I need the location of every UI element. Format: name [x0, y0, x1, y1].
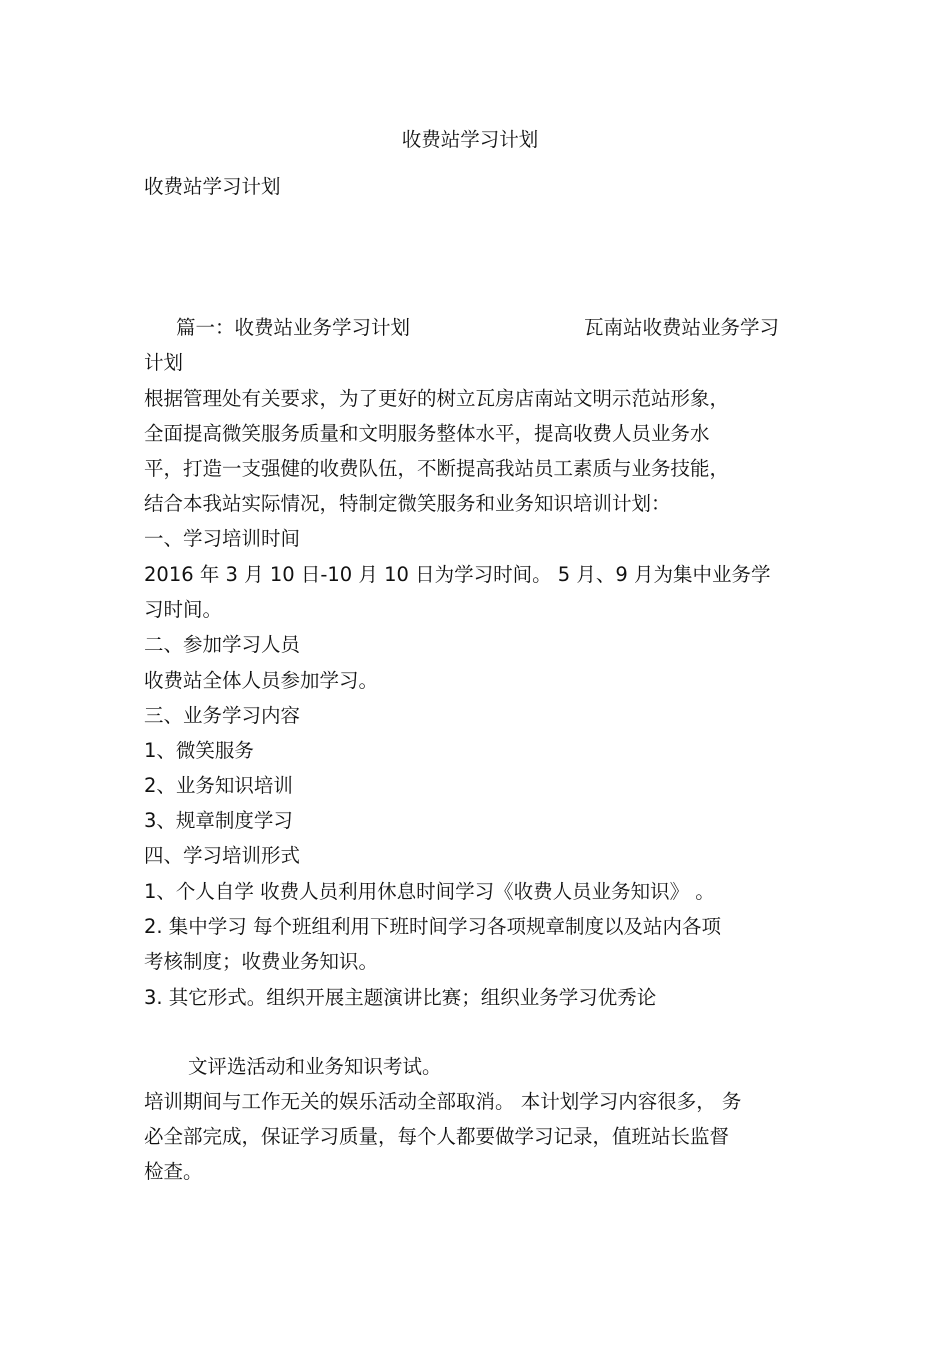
chapter-heading-right: 瓦南站收费站业务学习: [584, 316, 780, 339]
chapter-heading: 篇一：收费站业务学习计划: [176, 316, 411, 339]
closing-line: 检查。: [144, 1160, 203, 1183]
list-item-cont: 考核制度；收费业务知识。: [144, 950, 379, 973]
chapter-heading-cont: 计划: [144, 351, 184, 374]
closing-line: 必全部完成，保证学习质量，每个人都要做学习记录，值班站长监督: [144, 1125, 730, 1148]
document-title: 收费站学习计划: [401, 128, 539, 151]
intro-line: 结合本我站实际情况，特制定微笑服务和业务知识培训计划：: [144, 492, 671, 515]
list-item: 1、微笑服务: [144, 739, 254, 762]
list-item: 2. 集中学习 每个班组利用下班时间学习各项规章制度以及站内各项: [144, 915, 722, 938]
section-text: 2016 年 3 月 10 日-10 月 10 日为学习时间。 5 月、9 月为集中业务学: [144, 563, 771, 586]
intro-line: 全面提高微笑服务质量和文明服务整体水平，提高收费人员业务水: [144, 422, 710, 445]
section-heading: 四、学习培训形式: [144, 844, 301, 867]
list-item: 3. 其它形式。组织开展主题演讲比赛；组织业务学习优秀论: [144, 986, 657, 1009]
section-heading: 二、参加学习人员: [144, 633, 301, 656]
intro-line: 根据管理处有关要求，为了更好的树立瓦房店南站文明示范站形象，: [144, 387, 730, 410]
section-text: 习时间。: [144, 598, 223, 621]
section-text: 收费站全体人员参加学习。: [144, 669, 379, 692]
section-heading: 一、学习培训时间: [144, 527, 301, 550]
list-item-cont: 文评选活动和业务知识考试。: [188, 1055, 442, 1078]
list-item: 3、规章制度学习: [144, 809, 293, 832]
list-item: 2、业务知识培训: [144, 774, 293, 797]
closing-line: 培训期间与工作无关的娱乐活动全部取消。 本计划学习内容很多， 务: [144, 1090, 742, 1113]
intro-line: 平，打造一支强健的收费队伍，不断提高我站员工素质与业务技能，: [144, 457, 730, 480]
list-item: 1、个人自学 收费人员利用休息时间学习《收费人员业务知识》 。: [144, 880, 715, 903]
document-subtitle: 收费站学习计划: [144, 175, 281, 198]
section-heading: 三、业务学习内容: [144, 704, 301, 727]
